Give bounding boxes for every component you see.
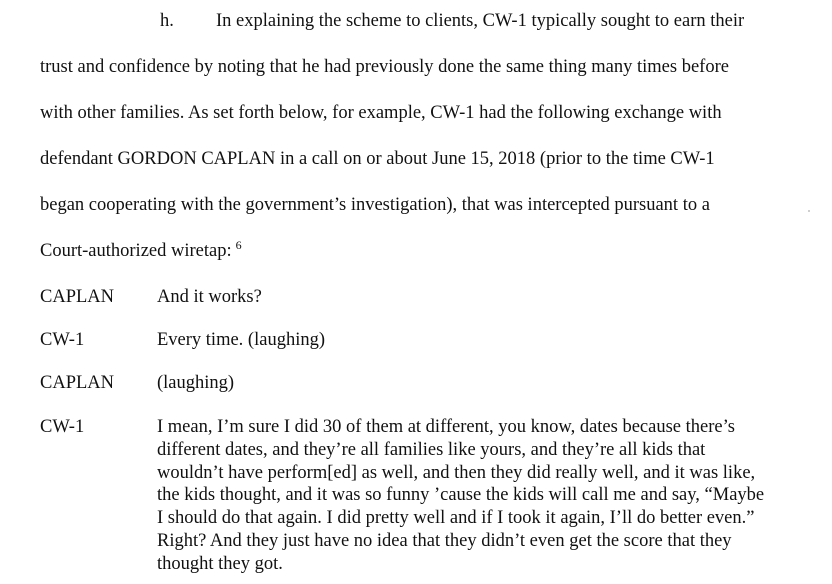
transcript-speaker: CW-1 — [40, 330, 85, 350]
transcript-speaker: CW-1 — [40, 417, 85, 437]
transcript-speech-line: I should do that again. I did pretty well and if I took it again, I’ll do better even.” — [157, 508, 755, 529]
paragraph-marker: h. — [160, 11, 174, 31]
paragraph-line: began cooperating with the government’s investigation), that was intercepted pursuant to a — [40, 195, 710, 215]
transcript-speech-line: thought they got. — [157, 553, 283, 574]
transcript-speech: (laughing) — [157, 373, 235, 393]
transcript-speech-line: I mean, I’m sure I did 30 of them at different, you know, dates because there’s — [157, 417, 735, 437]
paragraph-line: defendant GORDON CAPLAN in a call on or about June 15, 2018 (prior to the time CW-1 — [40, 149, 715, 169]
paragraph-line-last — [40, 240, 242, 263]
footnote-reference: 6 — [235, 238, 242, 252]
paragraph-line: with other families. As set forth below, for example, CW-1 had the following exchange with — [40, 103, 722, 123]
paragraph-line-text: Court-authorized wiretap: — [40, 241, 232, 261]
transcript-speech-line: different dates, and they’re all families like yours, and they’re all kids that — [157, 439, 706, 460]
transcript-speech-line: Right? And they just have no idea that they didn’t even get the score that they — [157, 530, 732, 551]
transcript-speech-block — [157, 416, 817, 576]
transcript-speech-line: the kids thought, and it was so funny ’cause the kids will call me and say, “Maybe — [157, 485, 765, 506]
paragraph-line: trust and confidence by noting that he had previously done the same thing many times before — [40, 57, 729, 77]
transcript-speaker: CAPLAN — [40, 373, 115, 393]
scan-speck — [808, 210, 810, 212]
paragraph-line: In explaining the scheme to clients, CW-1 typically sought to earn their — [216, 11, 745, 31]
transcript-speaker: CAPLAN — [40, 287, 115, 307]
transcript-speech-line: wouldn’t have perform[ed] as well, and then they did really well, and it was like, — [157, 462, 756, 483]
transcript-speech: Every time. (laughing) — [157, 330, 325, 350]
transcript-speech: And it works? — [157, 287, 262, 307]
